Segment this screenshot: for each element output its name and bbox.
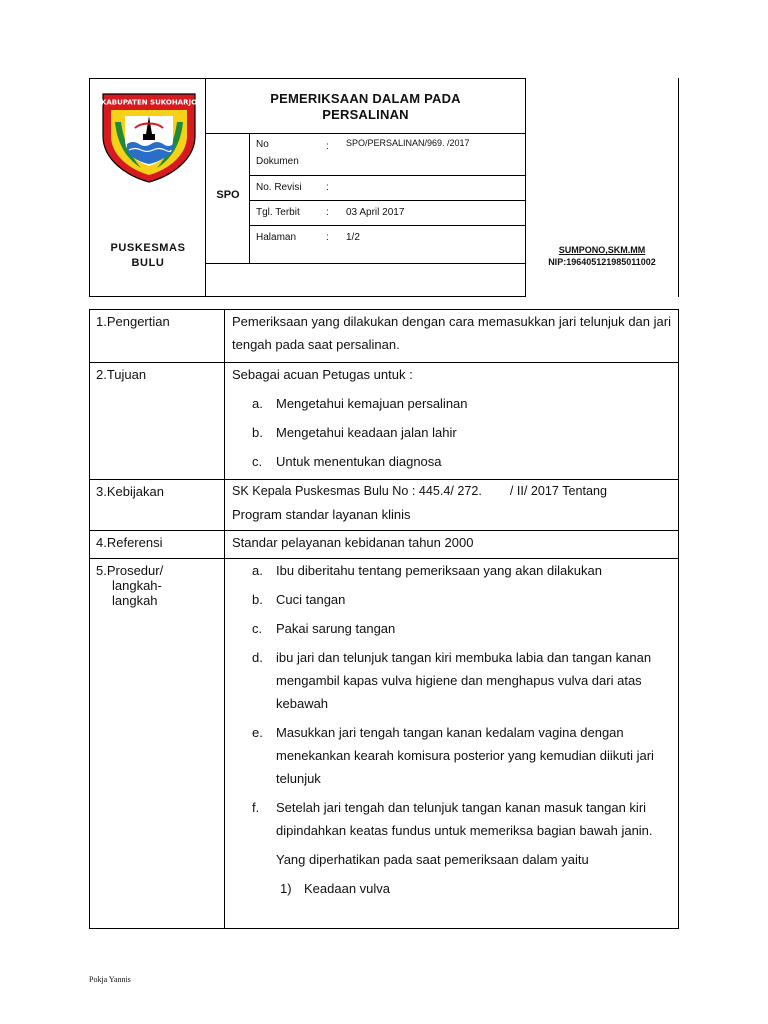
org-name-line2: BULU bbox=[131, 257, 165, 269]
field-value-tgl-terbit: 03 April 2017 bbox=[346, 207, 405, 218]
tujuan-list bbox=[232, 386, 671, 476]
list-item: b. Cuci tangan bbox=[252, 592, 346, 607]
prosedur-label-line3: langkah bbox=[112, 593, 158, 608]
row-content bbox=[225, 363, 679, 480]
field-label-dokumen: Dokumen bbox=[256, 156, 299, 167]
document-title bbox=[206, 91, 525, 123]
prosedur-label-line2: langkah- bbox=[112, 578, 162, 593]
org-name-line1: PUSKESMAS bbox=[110, 242, 186, 254]
title-line2: PERSALINAN bbox=[322, 107, 409, 122]
row-content bbox=[225, 310, 679, 363]
table-row bbox=[90, 559, 679, 929]
table-row bbox=[90, 310, 679, 363]
field-label-revisi: No. Revisi bbox=[256, 182, 302, 193]
row-label: 1.Pengertian bbox=[90, 310, 225, 363]
spo-content-table bbox=[89, 309, 679, 929]
field-label-no: No bbox=[256, 139, 269, 150]
field-label-tgl-terbit: Tgl. Terbit bbox=[256, 207, 300, 218]
field-value-no-dokumen: SPO/PERSALINAN/969. /2017 bbox=[346, 138, 470, 148]
row-label bbox=[90, 559, 225, 929]
signer-nip: NIP:196405121985011002 bbox=[548, 257, 656, 267]
org-cell bbox=[89, 78, 205, 297]
list-item: f. Setelah jari tengah dan telunjuk tangan kanan masuk tangan kiri dipindahkan keatas fundus untuk memeriksa bagian bawah janin. bbox=[252, 800, 653, 838]
document-header bbox=[89, 78, 679, 297]
row-content bbox=[225, 480, 679, 531]
row-label: 4.Referensi bbox=[90, 531, 225, 559]
table-row bbox=[90, 531, 679, 559]
list-item: c. Pakai sarung tangan bbox=[252, 621, 396, 636]
pengertian-text: Pemeriksaan yang dilakukan dengan cara memasukkan jari telunjuk dan jari tengah pada saat persalinan. bbox=[232, 314, 671, 352]
kebijakan-line2: Program standar layanan klinis bbox=[232, 507, 411, 522]
row-content bbox=[225, 559, 679, 929]
org-name bbox=[90, 241, 206, 271]
svg-text:KABUPATEN SUKOHARJO: KABUPATEN SUKOHARJO bbox=[100, 98, 198, 107]
list-item: d. ibu jari dan telunjuk tangan kiri membuka labia dan tangan kanan mengambil kapas vulva higiene dan menghapus vulva dari atas kebawah bbox=[252, 650, 652, 711]
list-item: a. Mengetahui kemajuan persalinan bbox=[252, 396, 468, 411]
sub-list-item: 1) Keadaan vulva bbox=[280, 881, 391, 896]
tujuan-intro: Sebagai acuan Petugas untuk : bbox=[232, 367, 413, 382]
kabupaten-sukoharjo-logo bbox=[99, 92, 199, 184]
prosedur-list bbox=[232, 559, 671, 900]
kebijakan-line1: SK Kepala Puskesmas Bulu No : 445.4/ 272. / II/ 2017 Tentang bbox=[232, 484, 608, 498]
prosedur-label-line1: 5.Prosedur/ bbox=[96, 563, 164, 578]
list-item: c. Untuk menentukan diagnosa bbox=[252, 454, 442, 469]
row-label: 3.Kebijakan bbox=[90, 480, 225, 531]
prosedur-note: Yang diperhatikan pada saat pemeriksaan dalam yaitu bbox=[276, 852, 589, 867]
row-content bbox=[225, 531, 679, 559]
field-value-halaman: 1/2 bbox=[346, 232, 360, 243]
doc-type-label: SPO bbox=[216, 189, 240, 201]
list-item: b. Mengetahui keadaan jalan lahir bbox=[252, 425, 457, 440]
list-item: e. Masukkan jari tengah tangan kanan kedalam vagina dengan menekankan kearah komisura posterior yang kemudian diikuti jari telunjuk bbox=[252, 725, 654, 786]
title-cell: PEMERIKSAAN DALAM PADA PERSALINAN SPO No Dokumen : SPO/PERSALINAN/969. /2017 No. Revisi : Tgl. Terbit : 03 April 2017 Halaman : 1/2 bbox=[205, 78, 526, 297]
signer-name: SUMPONO,SKM.MM bbox=[558, 245, 646, 255]
list-item: a. Ibu diberitahu tentang pemeriksaan yang akan dilakukan bbox=[252, 563, 602, 578]
field-label-halaman: Halaman bbox=[256, 232, 297, 243]
table-row bbox=[90, 363, 679, 480]
row-label: 2.Tujuan bbox=[90, 363, 225, 480]
referensi-text: Standar pelayanan kebidanan tahun 2000 bbox=[232, 535, 474, 550]
signature-block bbox=[526, 244, 678, 268]
title-line1: PEMERIKSAAN DALAM PADA bbox=[270, 91, 461, 106]
page-footer: Pokja Yannis bbox=[89, 975, 131, 984]
table-row bbox=[90, 480, 679, 531]
